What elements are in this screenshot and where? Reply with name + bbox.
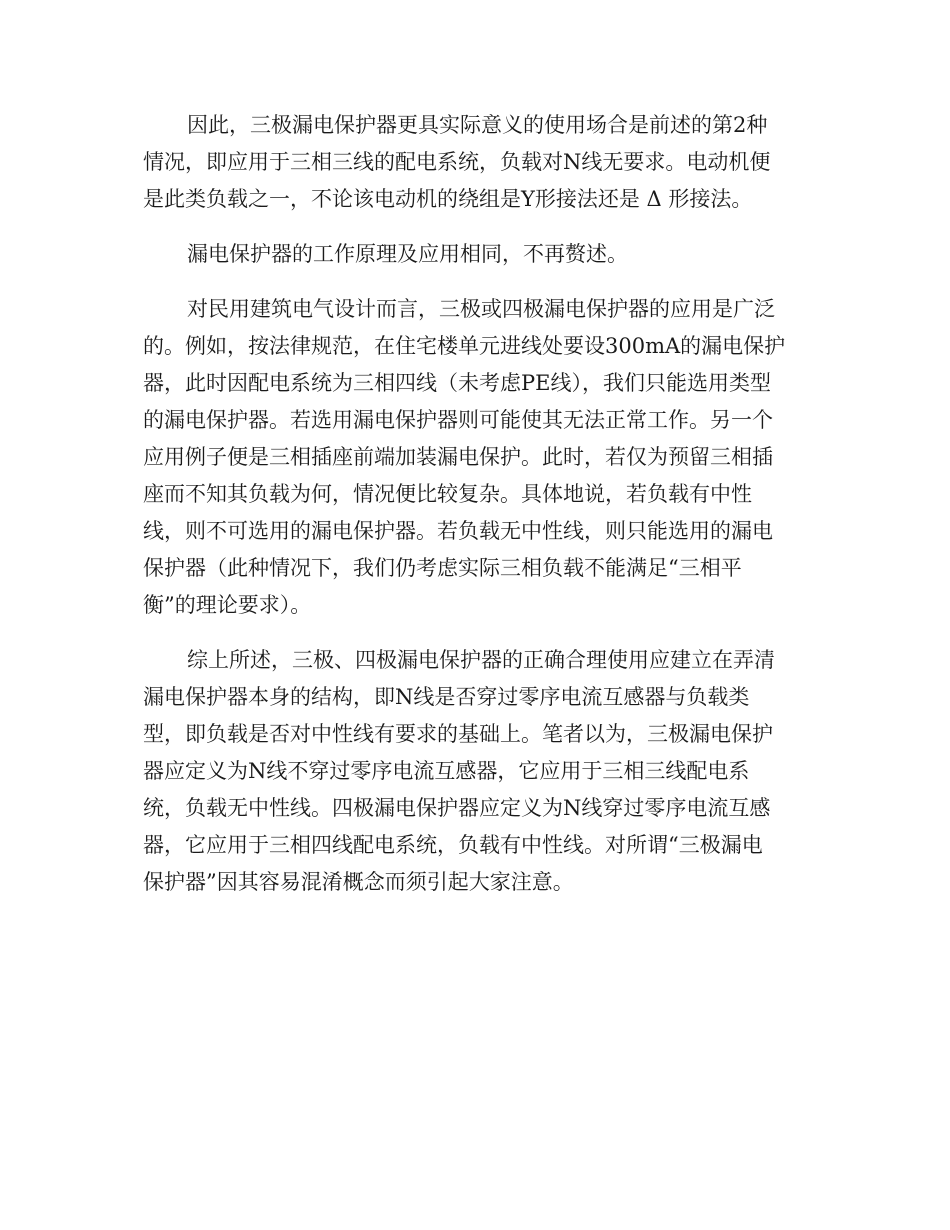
paragraph-3 (143, 291, 807, 624)
text-line: 漏电保护器本身的结构，即N线是否穿过零序电流互感器与负载类 (143, 685, 750, 709)
paragraph-2 (143, 236, 807, 273)
text-line: 保护器”因其容易混淆概念而须引起大家注意。 (143, 870, 574, 894)
text-line: 器应定义为N线不穿过零序电流互感器，它应用于三相三线配电系 (143, 759, 750, 783)
paragraph-1 (143, 107, 807, 218)
text-line: 是此类负载之一，不论该电动机的绕组是Y形接法还是 Δ 形接法。 (143, 187, 753, 211)
text-line: 综上所述，三极、四极漏电保护器的正确合理使用应建立在弄清 (187, 648, 775, 672)
text-line: 漏电保护器的工作原理及应用相同，不再赘述。 (187, 242, 628, 266)
text-line: 的漏电保护器。若选用漏电保护器则可能使其无法正常工作。另一个 (143, 408, 773, 432)
text-line: 座而不知其负载为何，情况便比较复杂。具体地说，若负载有中性 (143, 482, 752, 506)
text-line: 的。例如，按法律规范，在住宅楼单元进线处要设300mA的漏电保护 (143, 334, 786, 358)
text-line: 线，则不可选用的漏电保护器。若负载无中性线，则只能选用的漏电 (143, 519, 773, 543)
text-line: 保护器（此种情况下，我们仍考虑实际三相负载不能满足“三相平 (143, 556, 742, 580)
text-line: 器，它应用于三相四线配电系统，负载有中性线。对所谓“三极漏电 (143, 833, 763, 857)
text-line: 应用例子便是三相插座前端加装漏电保护。此时，若仅为预留三相插 (143, 445, 773, 469)
document-body (143, 107, 807, 919)
text-line: 器，此时因配电系统为三相四线（未考虑PE线），我们只能选用类型 (143, 371, 771, 395)
paragraph-4 (143, 642, 807, 901)
text-line: 型，即负载是否对中性线有要求的基础上。笔者以为，三极漏电保护 (143, 722, 773, 746)
text-line: 统，负载无中性线。四极漏电保护器应定义为N线穿过零序电流互感 (143, 796, 771, 820)
text-line: 情况，即应用于三相三线的配电系统，负载对N线无要求。电动机便 (143, 150, 771, 174)
text-line: 因此，三极漏电保护器更具实际意义的使用场合是前述的第2种 (187, 113, 768, 137)
text-line: 衡”的理论要求）。 (143, 593, 312, 617)
text-line: 对民用建筑电气设计而言，三极或四极漏电保护器的应用是广泛 (187, 297, 775, 321)
